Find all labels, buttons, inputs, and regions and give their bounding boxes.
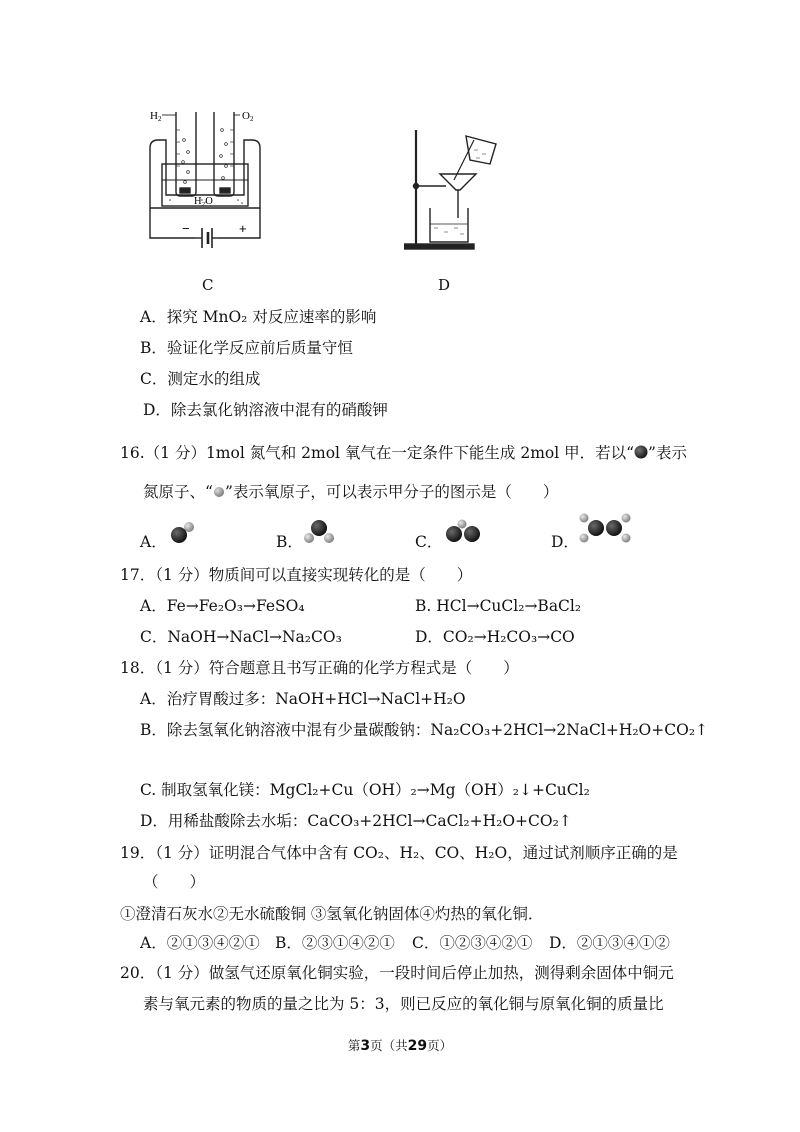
- q18-option-d: D．用稀盐酸除去水垢：CaCO₃+2HCl→CaCl₂+H₂O+CO₂↑: [140, 812, 572, 830]
- nitrogen-atom-icon: [634, 445, 648, 459]
- q19-option-b: B．②③①④②①: [275, 934, 395, 952]
- q15-option-c: C．测定水的组成: [140, 370, 261, 388]
- q19-option-a: A．②①③④②①: [140, 934, 260, 952]
- q18-stem: 18．（1 分）符合题意且书写正确的化学方程式是（ ）: [120, 659, 519, 677]
- molecule-b-icon: [302, 518, 336, 548]
- page-footer: 第3页（共29页）: [347, 1038, 453, 1054]
- h2-label: H2: [150, 110, 162, 123]
- q17-option-c: C．NaOH→NaCl→Na₂CO₃: [140, 628, 342, 646]
- minus-label: −: [182, 221, 190, 236]
- q20-stem-line1: 20．（1 分）做氢气还原氧化铜实验，一段时间后停止加热，测得剩余固体中铜元: [120, 964, 674, 982]
- o2-label: O2: [242, 110, 254, 123]
- total-pages: 29: [407, 1038, 428, 1054]
- q16-option-a: A．: [140, 533, 167, 551]
- q19-stem-bracket: （ ）: [143, 873, 206, 891]
- q18-option-b: B．除去氢氧化钠溶液中混有少量碳酸钠：Na₂CO₃+2HCl→2NaCl+H₂O+CO₂↑: [140, 721, 709, 739]
- q15-option-b: B．验证化学反应前后质量守恒: [140, 339, 353, 357]
- q19-option-d: D．②①③④①②: [549, 934, 670, 952]
- q15-option-a: A．探究 MnO₂ 对反应速率的影响: [140, 308, 377, 326]
- q19-stem: 19．（1 分）证明混合气体中含有 CO₂、H₂、CO、H₂O，通过试剂顺序正确的是: [120, 844, 678, 862]
- q16-stem-line2: 氮原子、“ ”表示氧原子，可以表示甲分子的图示是（ ）: [143, 483, 559, 501]
- molecule-c-icon: [442, 518, 486, 546]
- plus-label: +: [239, 221, 247, 236]
- water-label: H₂O: [194, 196, 213, 207]
- page-number: 3: [360, 1038, 371, 1054]
- q16-stem-line1: [120, 443, 687, 463]
- q18-option-a: A．治疗胃酸过多：NaOH+HCl→NaCl+H₂O: [140, 690, 466, 708]
- q16-stem-end: ”表示: [648, 444, 687, 462]
- molecule-a-icon: [168, 519, 196, 547]
- q17-stem: 17．（1 分）物质间可以直接实现转化的是（ ）: [120, 566, 473, 584]
- molecule-d-icon: [578, 510, 632, 546]
- figure-c-electrolysis: [140, 100, 280, 250]
- q19-reagents: ①澄清石灰水②无水硫酸铜 ③氢氧化钠固体④灼热的氧化铜．: [120, 905, 544, 923]
- q17-option-d: D．CO₂→H₂CO₃→CO: [415, 628, 575, 646]
- figure-d-filtration: [404, 128, 504, 253]
- q16-option-c: C．: [415, 533, 443, 551]
- q15-option-d: D．除去氯化钠溶液中混有的硝酸钾: [143, 401, 388, 419]
- q16-stem-text: 16.（1 分）1mol 氮气和 2mol 氧气在一定条件下能生成 2mol 甲．若以“: [120, 444, 635, 462]
- figure-c-caption: C: [202, 276, 214, 294]
- q16-option-b: B．: [276, 533, 303, 551]
- q19-option-c: C．①②③④②①: [412, 934, 533, 952]
- q17-option-b: B. HCl→CuCl₂→BaCl₂: [415, 597, 582, 615]
- q17-option-a: A．Fe→Fe₂O₃→FeSO₄: [140, 597, 305, 615]
- q16-option-d: D．: [551, 533, 579, 551]
- oxygen-atom-icon: [213, 486, 225, 498]
- figure-d-caption: D: [438, 276, 451, 294]
- q20-stem-line2: 素与氧元素的物质的量之比为 5：3，则已反应的氧化铜与原氧化铜的质量比: [143, 995, 664, 1013]
- q18-option-c: C. 制取氢氧化镁：MgCl₂+Cu（OH）₂→Mg（OH）₂↓+CuCl₂: [140, 781, 590, 799]
